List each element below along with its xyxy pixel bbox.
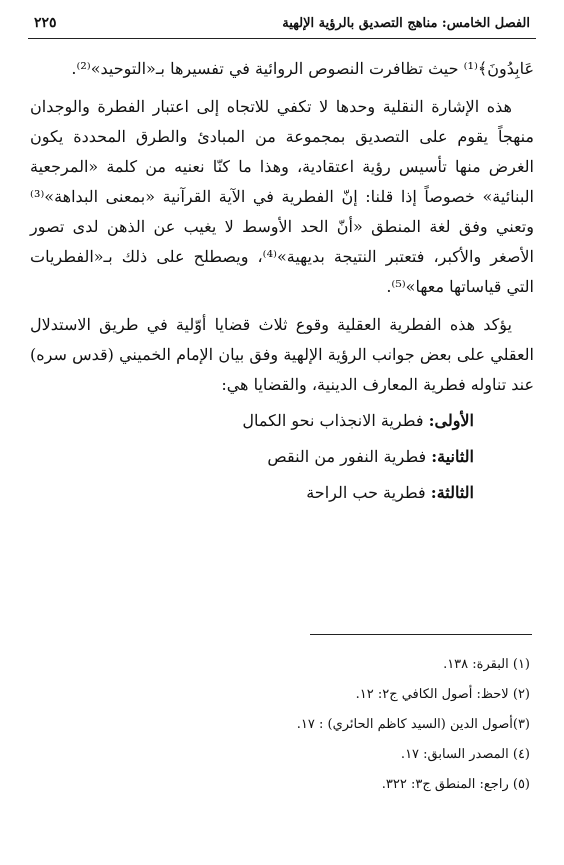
footnote-divider (310, 634, 532, 635)
main-text (30, 54, 534, 508)
paragraph-continuation: عَابِدُونَ﴾⁽¹⁾ حيث تظافرت النصوص الروائية في تفسيرها بـ«التوحيد»⁽²⁾. (71, 59, 534, 78)
item-text: فطرية حب الراحة (306, 483, 426, 502)
footnote: (١) البقرة: ١٣٨. (443, 657, 530, 672)
footnote: (٤) المصدر السابق: ١٧. (400, 747, 530, 762)
footnote: (٥) راجع: المنطق ج٣: ٣٢٢. (381, 777, 530, 792)
item-text: فطرية الانجذاب نحو الكمال (242, 411, 424, 430)
paragraph-fitra-reference: هذه الإشارة النقلية وحدها لا تكفي للاتجاه إلى اعتبار الفطرة والوجدان منهجاً يقوم على التصديق بمجموعة من المبادئ والطرق المحددة يكون الغرض منها تأسيس رؤية اعتقادية، وهذا ما كنّا نعنيه من كلمة «المرجعية البنائية» خصوصاً إذا قلنا: إنّ الفطرية في الآية القرآنية «بمعنى البداهة»⁽³⁾ وتعني وفق لغة المنطق «أنّ الحد الأوسط لا يغيب عن الذهن لدى تصور الأصغر والأكبر، فتعتبر النتيجة بديهية»⁽⁴⁾، ويصطلح على ذلك بـ«الفطريات التي قياساتها معها»⁽⁵⁾. (30, 97, 534, 296)
list-item (30, 406, 534, 436)
paragraph-three-propositions: يؤكد هذه الفطرية العقلية وقوع ثلاث قضايا أوّلية في طريق الاستدلال العقلي على بعض جوانب الرؤية الإلهية وفق بيان الإمام الخميني (قدس سره) عند تناوله فطرية المعارف الدينية، والقضايا هي: (30, 315, 534, 394)
item-label: الأولى: (428, 411, 474, 430)
chapter-title: الفصل الخامس: مناهج التصديق بالرؤية الإلهية (282, 16, 530, 31)
footnote: (٣)أصول الدين (السيد كاظم الحائري) : ١٧. (296, 717, 530, 732)
item-text: فطرية النفور من النقص (267, 447, 427, 466)
page-number: ٢٢٥ (34, 15, 57, 31)
footnotes (34, 650, 530, 800)
list-item (30, 442, 534, 472)
list-item (30, 478, 534, 508)
item-label: الثانية: (431, 447, 474, 466)
footnote: (٢) لاحظ: أصول الكافي ج٢: ١٢. (355, 687, 530, 702)
header-divider (28, 38, 536, 39)
item-label: الثالثة: (430, 483, 474, 502)
running-header (28, 14, 536, 38)
